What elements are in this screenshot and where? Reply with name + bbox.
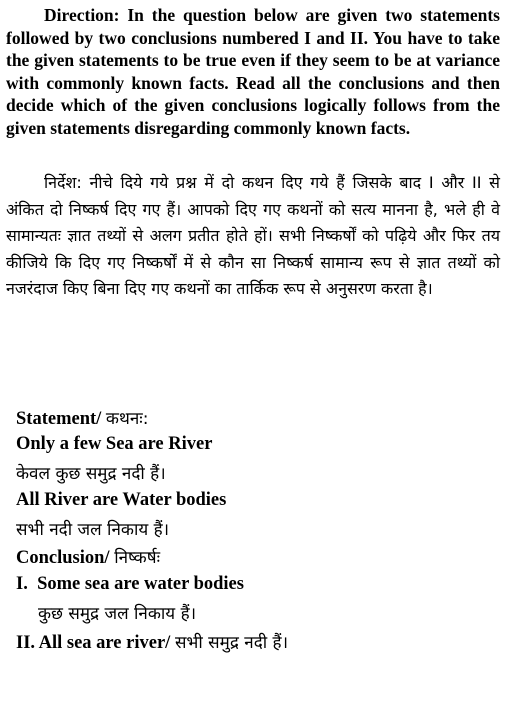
- conclusion-1-hi: कुछ समुद्र जल निकाय हैं।: [38, 604, 197, 624]
- conclusion-heading-hi: निष्कर्षः: [114, 548, 161, 568]
- direction-hindi: निर्देश: नीचे दिये गये प्रश्न में दो कथन दिए गये हैं जिसके बाद I और II से अंकित दो निष्कर्ष दिए गए हैं। आपको दिए गए कथनों को सत्य मानना है, भले ही वे सामान्यतः ज्ञात तथ्यों से अलग प्रतीत होते हों। सभी निष्कर्षों को पढ़िये और फिर तय कीजिये कि दिए गए निष्कर्षों में से कौन सा निष्कर्ष सामान्य रूप से ज्ञात तथ्यों को नजरंदाज किए बिना दिए गए कथनों का तार्किक रूप से अनुसरण करता है।: [6, 173, 500, 298]
- direction-english: Direction: In the question below are given two statements followed by two conclusions numbered I and II. You have to take the given statements to be true even if they seem to be at variance with commonly known facts. Read all the conclusions and then decide which of the given conclusions logically follows from the given statements disregarding commonly known facts.: [6, 5, 500, 138]
- statement-2-en: All River are Water bodies: [16, 490, 227, 510]
- statement-heading-hi: कथनः:: [105, 409, 149, 429]
- statement-2-hi: सभी नदी जल निकाय हैं।: [16, 520, 170, 540]
- conclusion-2: [16, 630, 496, 654]
- conclusion-heading-en: Conclusion/: [16, 548, 115, 568]
- conclusion-2-en: II. All sea are river/: [16, 633, 175, 653]
- conclusion-2-hi: सभी समुद्र नदी हैं।: [174, 633, 289, 653]
- conclusion-1-en: I. Some sea are water bodies: [16, 574, 244, 594]
- statement-heading-en: Statement/: [16, 409, 106, 429]
- conclusion-heading: [16, 545, 496, 569]
- statement-1-en: Only a few Sea are River: [16, 434, 213, 454]
- statement-1-hi: केवल कुछ समुद्र नदी हैं।: [16, 464, 166, 484]
- statement-heading: [16, 406, 496, 430]
